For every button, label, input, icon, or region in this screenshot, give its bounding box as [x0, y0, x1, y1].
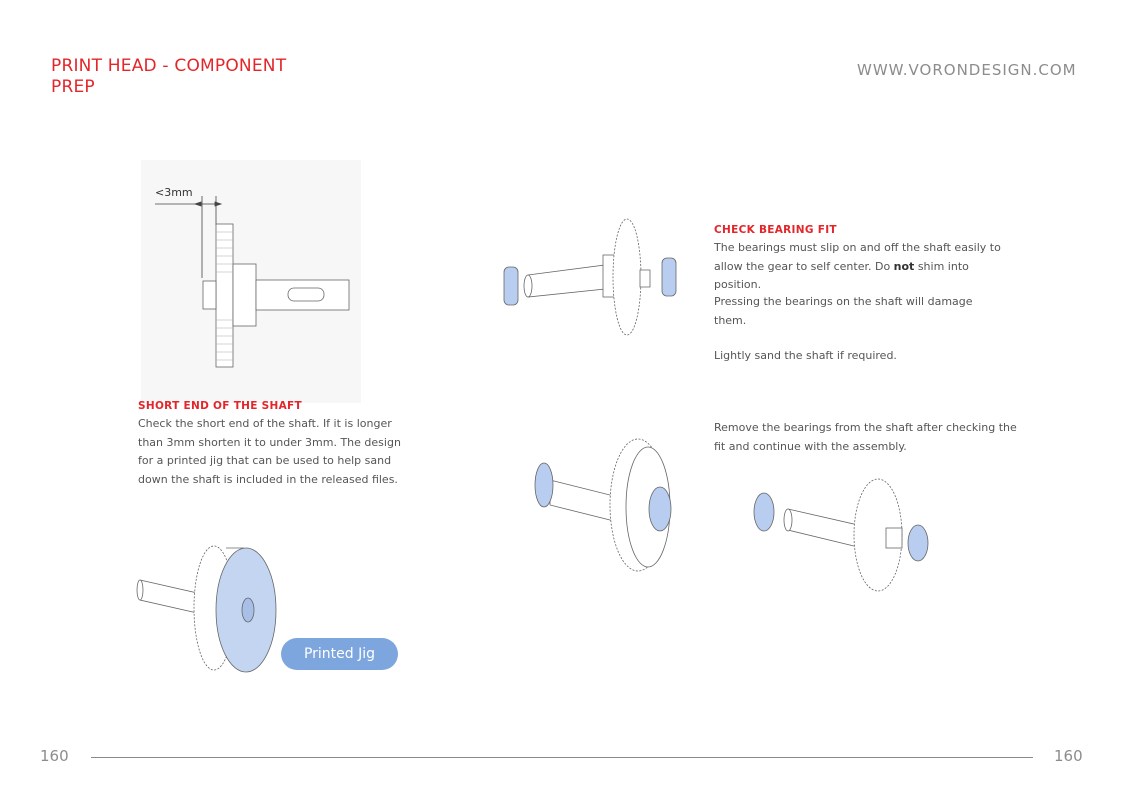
bearing-fit-exploded-diagram	[500, 215, 685, 345]
bearing-para1-after: shim into position.	[714, 259, 969, 291]
page-number-right: 160	[1054, 747, 1083, 765]
bearing-para3: Lightly sand the shaft if required.	[714, 349, 897, 362]
bearing-assembled-diagram	[530, 435, 685, 575]
website-link[interactable]: WWW.VORONDESIGN.COM	[857, 61, 1077, 79]
bearing-para4: Remove the bearings from the shaft after checking the fit and continue with the assembly.	[714, 421, 1017, 453]
bearing-para2: Pressing the bearings on the shaft will damage them.	[714, 295, 973, 327]
shaft-dimension-diagram	[141, 160, 361, 403]
page-number-left: 160	[40, 747, 69, 765]
bearing-heading: CHECK BEARING FIT	[714, 224, 837, 236]
bearing-removed-diagram	[750, 475, 935, 600]
dimension-label: <3mm	[155, 186, 193, 199]
footer-divider	[91, 757, 1033, 758]
bearing-para1-bold: not	[893, 259, 915, 273]
printed-jig-illustration	[136, 540, 286, 675]
page-title-line1: PRINT HEAD - COMPONENT	[51, 56, 287, 76]
shaft-body-text: Check the short end of the shaft. If it is longer than 3mm shorten it to under 3mm. The design for a printed jig that can be used to help sand down the shaft is included in the released files.	[138, 417, 401, 486]
shaft-heading: SHORT END OF THE SHAFT	[138, 400, 302, 412]
page-title	[51, 56, 286, 98]
page-title-line2: PREP	[51, 77, 95, 97]
bearing-para1-before: The bearings must slip on and off the shaft easily to allow the gear to self center. Do	[714, 241, 1001, 273]
bearing-para1	[714, 239, 1019, 295]
printed-jig-label: Printed Jig	[281, 638, 398, 670]
